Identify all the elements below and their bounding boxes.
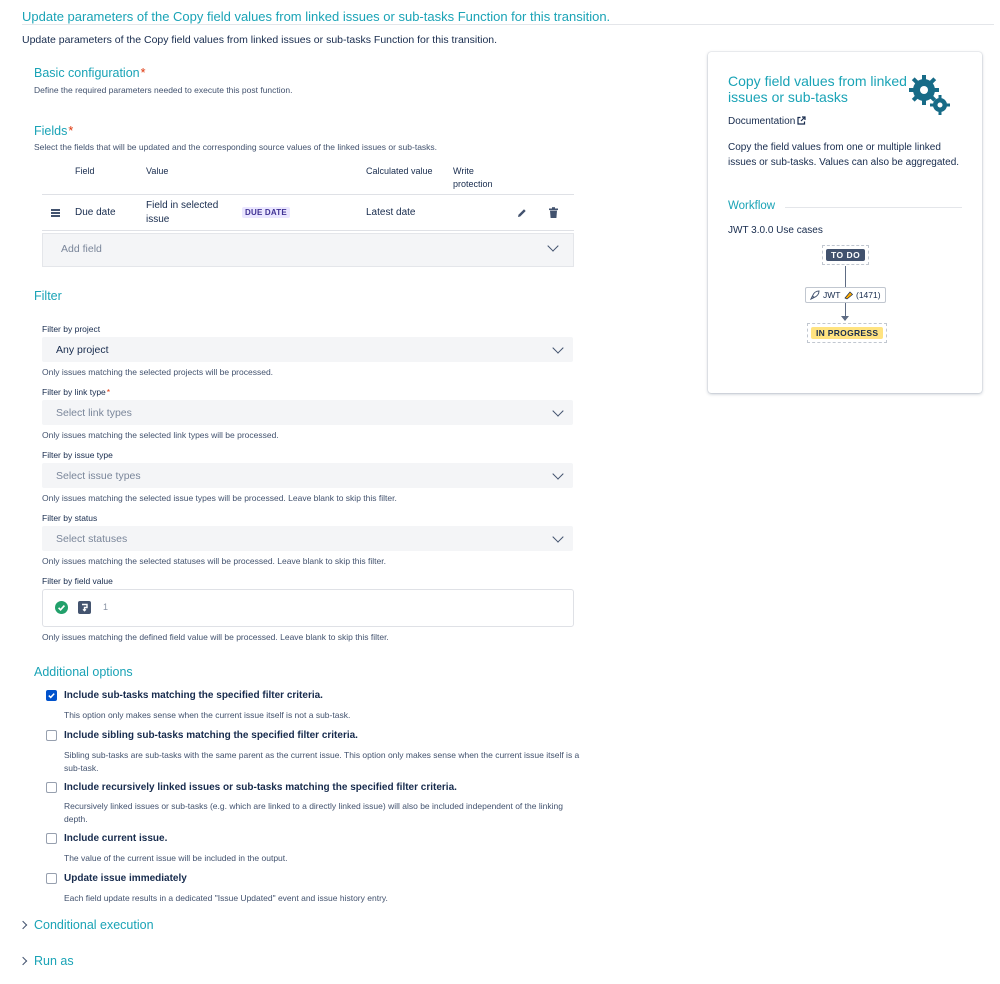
filter-issue-type-label: Filter by issue type — [42, 450, 113, 460]
filter-issue-type-hint: Only issues matching the selected issue types will be processed. Leave blank to skip this filter. — [42, 493, 397, 503]
parser-mode-icon[interactable] — [78, 601, 91, 614]
column-header-write-protection: Write protection — [453, 166, 493, 189]
include-subtasks-checkbox[interactable] — [46, 690, 57, 701]
post-function-icon — [844, 290, 854, 300]
fields-title: Fields* — [34, 124, 74, 138]
filter-project-select[interactable] — [42, 337, 573, 362]
table-row — [42, 195, 574, 230]
workflow-heading: Workflow — [728, 200, 776, 212]
column-header-field: Field — [75, 166, 95, 176]
workflow-connector — [845, 266, 846, 287]
external-link-icon — [797, 116, 806, 128]
row-field-value: Field in selected issue — [146, 200, 219, 225]
include-current-issue-checkbox[interactable] — [46, 833, 57, 844]
add-field-placeholder: Add field — [61, 243, 102, 255]
status-from-node — [822, 245, 869, 265]
panel-title: Copy field values from linked issues or sub-tasks — [728, 73, 907, 105]
status-in-progress-lozenge: IN PROGRESS — [811, 327, 883, 339]
delete-trash-icon[interactable] — [548, 207, 559, 219]
gears-icon — [906, 72, 952, 118]
due-date-lozenge: DUE DATE — [242, 207, 290, 218]
title-divider — [22, 24, 994, 25]
include-subtasks-label: Include sub-tasks matching the specified filter criteria. — [64, 690, 323, 701]
filter-field-value-hint: Only issues matching the defined field value will be processed. Leave blank to skip this filter. — [42, 632, 389, 642]
column-header-calculated-value: Calculated value — [366, 166, 433, 176]
filter-link-type-label: Filter by link type* — [42, 387, 111, 397]
row-field-name: Due date — [75, 207, 116, 218]
editor-line-number: 1 — [103, 602, 109, 612]
column-header-value: Value — [146, 166, 169, 176]
include-current-issue-desc: The value of the current issue will be included in the output. — [64, 853, 288, 863]
update-immediately-checkbox[interactable] — [46, 873, 57, 884]
required-mark: * — [106, 387, 111, 397]
filter-status-placeholder: Select statuses — [56, 533, 128, 545]
include-sibling-subtasks-desc: Sibling sub-tasks are sub-tasks with the same parent as the current issue. This option only makes sense when the current issue itself is a sub-task. — [64, 750, 580, 773]
filter-link-type-hint: Only issues matching the selected link types will be processed. — [42, 430, 279, 440]
basic-configuration-desc: Define the required parameters needed to execute this post function. — [34, 85, 293, 95]
drag-handle-icon[interactable] — [51, 209, 60, 216]
workflow-divider — [785, 207, 962, 208]
filter-title: Filter — [34, 289, 62, 303]
panel-description: Copy the field values from one or multiple linked issues or sub-tasks. Values can also be aggregated. — [728, 142, 960, 168]
filter-field-value-label: Filter by field value — [42, 576, 113, 586]
include-subtasks-desc: This option only makes sense when the current issue itself is not a sub-task. — [64, 710, 351, 720]
row-calculated-value: Latest date — [366, 207, 416, 218]
run-as-toggle[interactable]: Run as — [34, 954, 74, 968]
fields-desc: Select the fields that will be updated and the corresponding source values of the linked issues or sub-tasks. — [34, 142, 438, 152]
page-subtitle: Update parameters of the Copy field values from linked issues or sub-tasks Function for this transition. — [22, 34, 498, 46]
workflow-name: JWT 3.0.0 Use cases — [728, 225, 823, 236]
include-recursive-label: Include recursively linked issues or sub-tasks matching the specified filter criteria. — [64, 782, 457, 793]
required-mark: * — [140, 66, 146, 80]
transition-label: JWT — [823, 289, 841, 300]
include-sibling-subtasks-checkbox[interactable] — [46, 730, 57, 741]
filter-project-value: Any project — [56, 344, 109, 356]
filter-status-label: Filter by status — [42, 513, 98, 523]
additional-options-title: Additional options — [34, 665, 133, 679]
include-recursive-checkbox[interactable] — [46, 782, 57, 793]
filter-project-hint: Only issues matching the selected projects will be processed. — [42, 367, 274, 377]
update-immediately-desc: Each field update results in a dedicated "Issue Updated" event and issue history entry. — [64, 893, 388, 903]
transition-count: (1471) — [856, 289, 881, 300]
update-immediately-label: Update issue immediately — [64, 873, 187, 884]
conditional-execution-toggle[interactable]: Conditional execution — [34, 918, 154, 932]
status-todo-lozenge: TO DO — [826, 249, 865, 261]
rocket-icon — [810, 290, 820, 300]
chevron-right-icon[interactable] — [19, 921, 27, 929]
required-mark: * — [68, 124, 74, 138]
status-to-node — [807, 323, 887, 343]
edit-pencil-icon[interactable] — [516, 207, 528, 219]
transition-node — [805, 287, 886, 303]
filter-status-hint: Only issues matching the selected statuses will be processed. Leave blank to skip this filter. — [42, 556, 386, 566]
basic-configuration-title: Basic configuration* — [34, 66, 146, 80]
table-row-divider — [42, 230, 574, 231]
field-value-expression-editor[interactable] — [42, 589, 574, 627]
add-field-select[interactable] — [42, 233, 574, 267]
arrow-down-icon — [841, 316, 849, 321]
include-current-issue-label: Include current issue. — [64, 833, 168, 844]
filter-project-label: Filter by project — [42, 324, 101, 334]
filter-issue-type-placeholder: Select issue types — [56, 470, 141, 482]
filter-link-type-placeholder: Select link types — [56, 407, 132, 419]
page-title: Update parameters of the Copy field values from linked issues or sub-tasks Function for this transition. — [22, 9, 611, 24]
documentation-link[interactable]: Documentation — [728, 116, 806, 128]
chevron-right-icon[interactable] — [19, 957, 27, 965]
check-circle-icon — [55, 601, 68, 614]
include-recursive-desc: Recursively linked issues or sub-tasks (e.g. which are linked to a directly linked issue) will also be included independent of the linking depth. — [64, 801, 563, 824]
include-sibling-subtasks-label: Include sibling sub-tasks matching the specified filter criteria. — [64, 730, 358, 741]
